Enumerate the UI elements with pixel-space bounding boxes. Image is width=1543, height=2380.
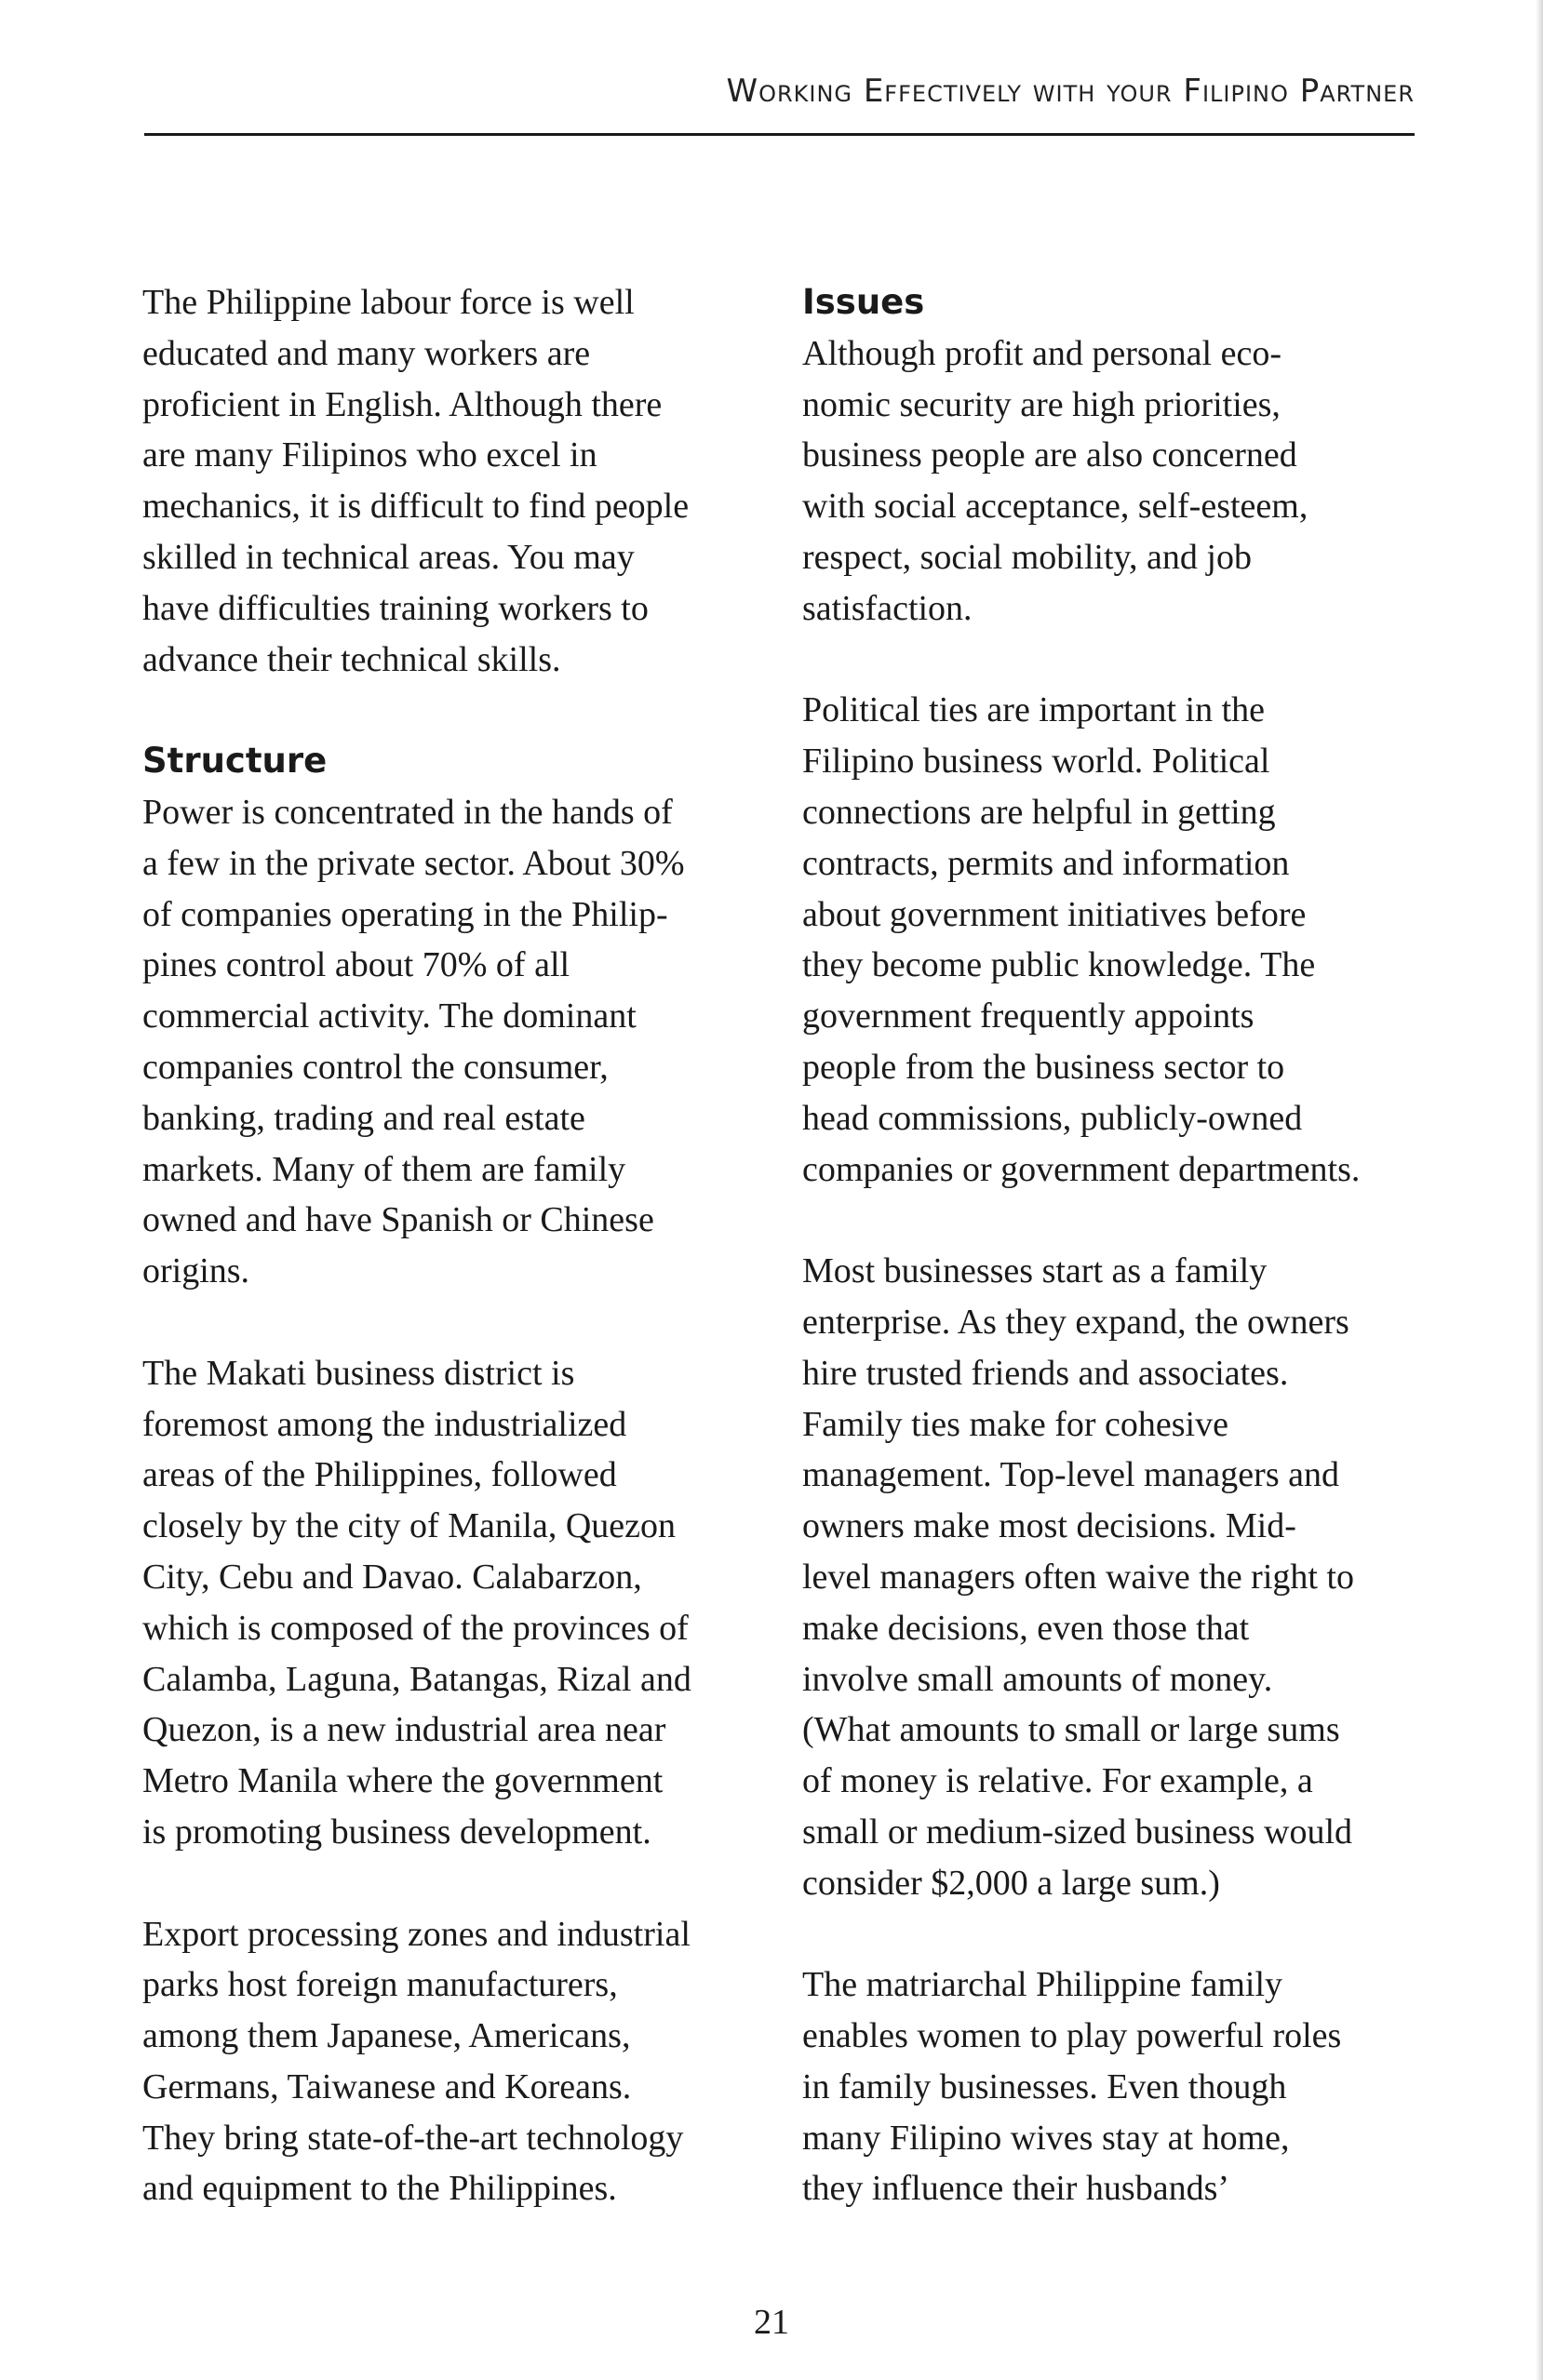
text-line: commercial activity. The dominant xyxy=(142,996,637,1036)
text-line: areas of the Philippines, followed xyxy=(142,1455,617,1495)
text-line: with social acceptance, self-esteem, xyxy=(802,487,1308,527)
text-line: many Filipino wives stay at home, xyxy=(802,2118,1290,2158)
text-line: are many Filipinos who excel in xyxy=(142,435,597,475)
text-line: mechanics, it is difficult to find people xyxy=(142,487,690,527)
paragraph-matriarchal-family xyxy=(802,1959,1435,2214)
page-edge-shadow xyxy=(1536,0,1543,2380)
text-line: companies or government departments. xyxy=(802,1149,1361,1189)
text-line: of companies operating in the Philip- xyxy=(142,894,668,934)
text-line: (What amounts to small or large sums xyxy=(802,1710,1340,1750)
text-line: among them Japanese, Americans, xyxy=(142,2016,631,2056)
text-line: Export processing zones and industrial xyxy=(142,1914,691,1954)
text-line: Family ties make for cohesive xyxy=(802,1404,1228,1444)
section-heading-issues: Issues xyxy=(802,282,925,322)
text-line: companies control the consumer, xyxy=(142,1047,609,1087)
text-line: educated and many workers are xyxy=(142,333,591,373)
text-line: Power is concentrated in the hands of xyxy=(142,792,673,832)
paragraph-power xyxy=(142,787,766,1297)
text-line: Germans, Taiwanese and Koreans. xyxy=(142,2066,632,2106)
text-line: management. Top-level managers and xyxy=(802,1455,1339,1495)
text-line: in family businesses. Even though xyxy=(802,2066,1287,2106)
text-line: contracts, permits and information xyxy=(802,843,1290,883)
text-line: they influence their husbands’ xyxy=(802,2169,1230,2209)
text-line: origins. xyxy=(142,1251,250,1291)
paragraph-gap xyxy=(142,1858,766,1909)
paragraph-family-business xyxy=(802,1246,1435,1908)
text-line: Political ties are important in the xyxy=(802,690,1266,730)
text-line: make decisions, even those that xyxy=(802,1608,1250,1648)
text-line: They bring state-of-the-art technology xyxy=(142,2118,684,2158)
paragraph-gap xyxy=(802,635,1435,686)
running-header: Working Effectively with your Filipino Partner xyxy=(726,73,1415,110)
paragraph-gap xyxy=(802,1909,1435,1960)
text-line: closely by the city of Manila, Quezon xyxy=(142,1506,677,1546)
section-heading-structure: Structure xyxy=(142,741,328,782)
text-line: The Philippine labour force is well xyxy=(142,283,635,322)
paragraph-political-ties xyxy=(802,685,1435,1195)
text-line: about government initiatives before xyxy=(802,894,1307,934)
text-line: they become public knowledge. The xyxy=(802,945,1316,985)
text-line: proficient in English. Although there xyxy=(142,384,663,424)
text-line: markets. Many of them are family xyxy=(142,1149,626,1189)
text-line: banking, trading and real estate xyxy=(142,1098,585,1138)
paragraph-gap xyxy=(802,1195,1435,1246)
left-column xyxy=(142,277,766,2214)
text-line: skilled in technical areas. You may xyxy=(142,537,635,577)
text-line: business people are also concerned xyxy=(802,435,1297,475)
text-line: satisfaction. xyxy=(802,588,973,628)
text-line: respect, social mobility, and job xyxy=(802,537,1252,577)
text-line: pines control about 70% of all xyxy=(142,945,570,985)
text-line: connections are helpful in getting xyxy=(802,792,1276,832)
paragraph-gap xyxy=(142,685,766,736)
text-line: foremost among the industrialized xyxy=(142,1404,627,1444)
text-line: enterprise. As they expand, the owners xyxy=(802,1302,1349,1342)
text-line: The matriarchal Philippine family xyxy=(802,1965,1283,2005)
text-line: head commissions, publicly-owned xyxy=(802,1098,1303,1138)
text-line: and equipment to the Philippines. xyxy=(142,2169,617,2209)
text-line: level managers often waive the right to xyxy=(802,1557,1355,1597)
paragraph-export-zones xyxy=(142,1909,766,2215)
text-line: owned and have Spanish or Chinese xyxy=(142,1200,654,1240)
paragraph-labour-force xyxy=(142,277,766,685)
text-line: Filipino business world. Political xyxy=(802,742,1270,782)
text-line: Quezon, is a new industrial area near xyxy=(142,1710,666,1750)
header-rule xyxy=(144,133,1415,136)
text-line: hire trusted friends and associates. xyxy=(802,1353,1289,1393)
paragraph-priorities xyxy=(802,328,1435,635)
page-number: 21 xyxy=(754,2303,789,2342)
text-line: is promoting business development. xyxy=(142,1812,651,1852)
paragraph-makati xyxy=(142,1348,766,1858)
text-line: Most businesses start as a family xyxy=(802,1251,1268,1291)
right-column xyxy=(802,277,1435,2214)
paragraph-gap xyxy=(142,1297,766,1348)
text-line: consider $2,000 a large sum.) xyxy=(802,1863,1220,1903)
text-line: involve small amounts of money. xyxy=(802,1659,1273,1699)
text-line: people from the business sector to xyxy=(802,1047,1285,1087)
text-line: City, Cebu and Davao. Calabarzon, xyxy=(142,1557,642,1597)
text-line: enables women to play powerful roles xyxy=(802,2016,1342,2056)
text-line: advance their technical skills. xyxy=(142,639,561,679)
text-line: have difficulties training workers to xyxy=(142,588,649,628)
text-line: Although profit and personal eco- xyxy=(802,333,1281,373)
text-line: owners make most decisions. Mid- xyxy=(802,1506,1296,1546)
text-line: a few in the private sector. About 30% xyxy=(142,843,685,883)
text-line: government frequently appoints xyxy=(802,996,1255,1036)
text-line: small or medium-sized business would xyxy=(802,1812,1353,1852)
text-line: Metro Manila where the government xyxy=(142,1761,664,1801)
text-line: The Makati business district is xyxy=(142,1353,575,1393)
text-line: nomic security are high priorities, xyxy=(802,384,1281,424)
text-line: which is composed of the provinces of xyxy=(142,1608,689,1648)
text-line: Calamba, Laguna, Batangas, Rizal and xyxy=(142,1659,691,1699)
text-line: parks host foreign manufacturers, xyxy=(142,1965,618,2005)
text-line: of money is relative. For example, a xyxy=(802,1761,1313,1801)
